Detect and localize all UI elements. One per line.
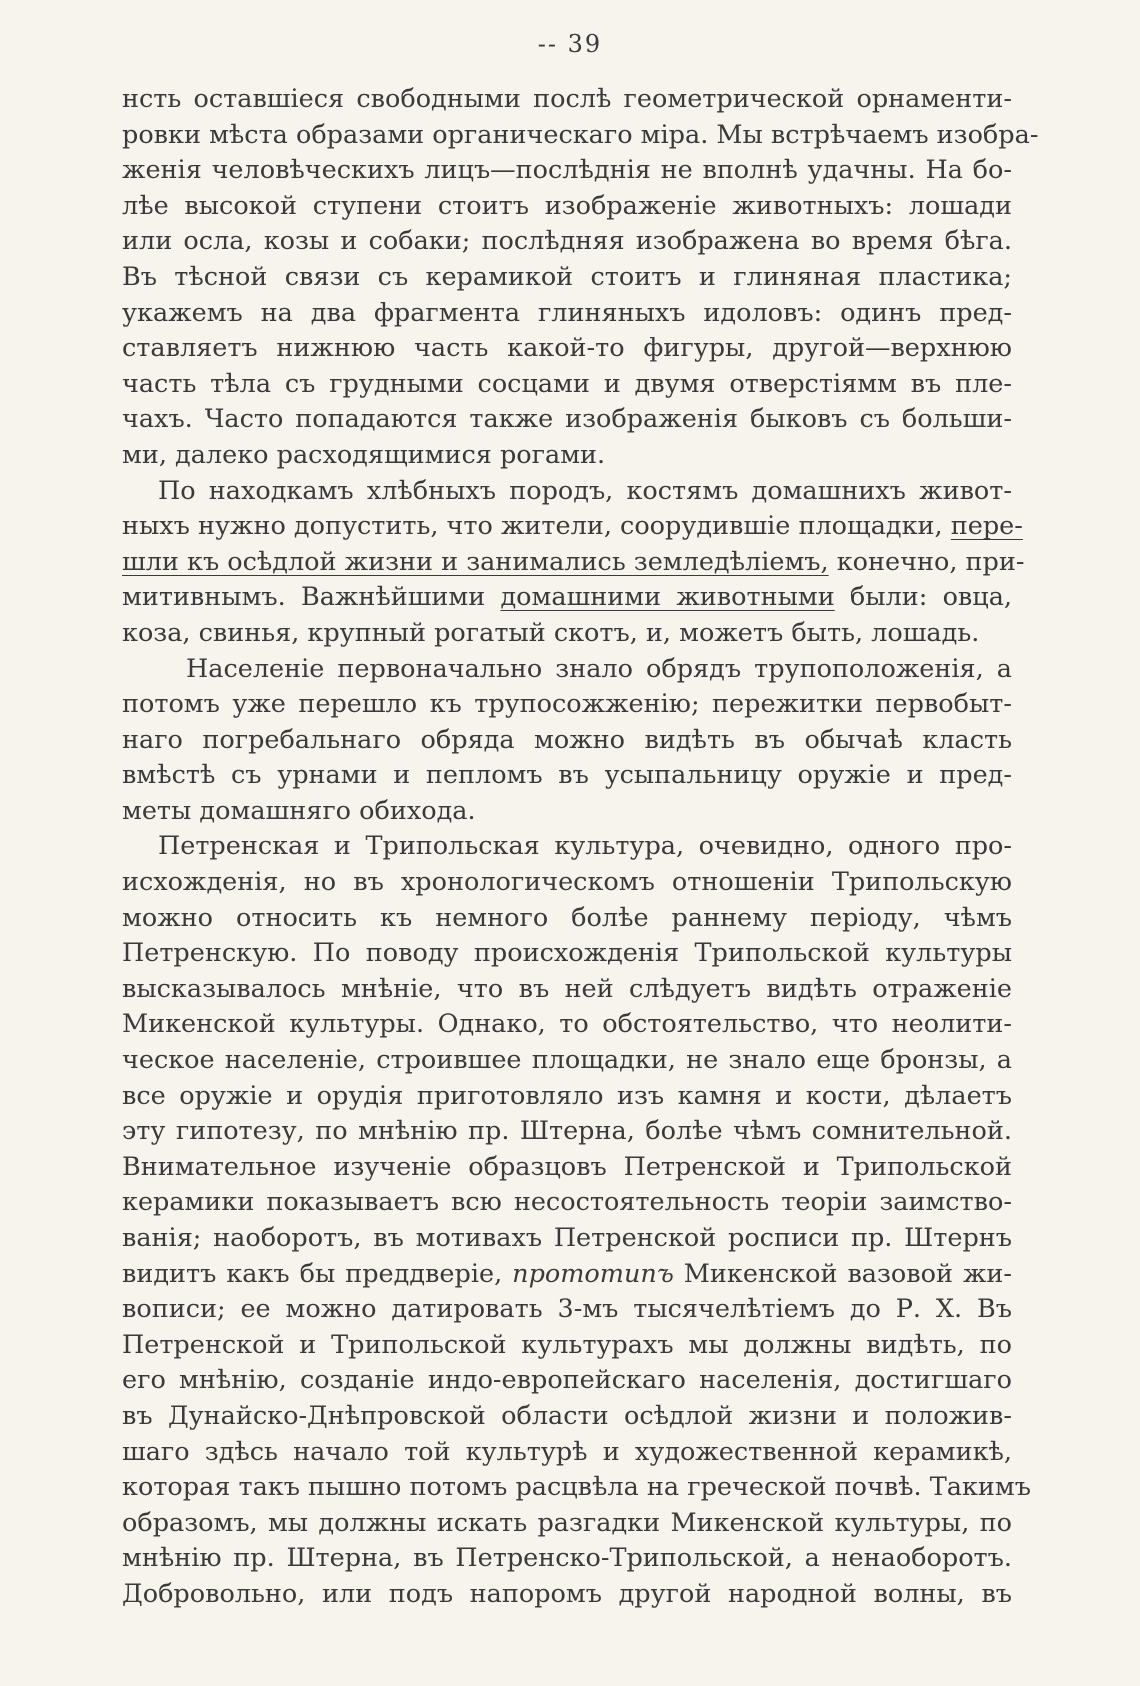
paragraph-4 [122,829,1031,1612]
text-line: ванія; наоборотъ, въ мотивахъ Петренской росписи пр. Штернъ [122,1223,1012,1253]
text-line: ровки мѣста образами органическаго міра. Мы встрѣчаемъ изобра- [122,119,1039,150]
paragraph-1 [122,82,1039,474]
text-line: мнѣнію пр. Штерна, въ Петренско-Трипольской, а ненаоборотъ. [122,1543,1012,1574]
text-line: ставляетъ нижнюю часть какой-то фигуры, другой—верхнюю [122,333,1012,364]
text-line: часть тѣла съ грудными сосцами и двумя отверстіямм въ пле- [122,368,1012,399]
text-line: его мнѣнію, созданіе индо-европейскаго населенія, достигшаго [122,1365,1012,1396]
underlined-text: шли къ осѣдлой жизни и занимались земледѣліемъ, [122,546,829,577]
text-line: Петренской и Трипольской культурахъ мы должны видѣть, по [122,1329,1012,1360]
text-line: По находкамъ хлѣбныхъ породъ, костямъ домашнихъ живот- [158,475,1012,506]
text-line: чахъ. Часто попадаются также изображенія быковъ съ больши- [122,404,1012,435]
text-line: ческое населеніе, строившее площадки, не знало еще бронзы, а [122,1045,1012,1076]
text-line: керамики показываетъ всю несостоятельность теоріи заимство- [122,1187,1012,1218]
text-line: Населеніе первоначально знало обрядъ трупоположенія, а [186,653,1012,684]
text-segment: были: овца, [834,582,1012,613]
text-segment: конечно, при- [828,546,1025,577]
text-line: въ Дунайско-Днѣпровской области осѣдлой жизни и положив- [122,1400,1012,1431]
text-line: можно относить къ немного болѣе раннему періоду, чѣмъ [122,902,1012,933]
text-line: потомъ уже перешло къ трупосожженію; пережитки первобыт- [122,689,1012,720]
text-line: или осла, козы и собаки; послѣдняя изображена во время бѣга. [122,226,1012,257]
text-line: меты домашняго обихода. [122,795,476,826]
page-number: -- 39 [537,30,603,58]
paragraph-2 [122,474,1025,652]
text-line: вописи; ее можно датировать 3-мъ тысячелѣтіемъ до Р. Х. Въ [122,1294,1012,1325]
text-line: Петренскую. По поводу происхожденія Трипольской культуры [122,938,1012,969]
text-line: Добровольно, или подъ напоромъ другой народной волны, въ [122,1578,1012,1609]
text-line: Въ тѣсной связи съ керамикой стоитъ и глиняная пластика; [122,261,1012,292]
text-line: наго погребальнаго обряда можно видѣть въ обычаѣ класть [122,724,1012,755]
text-line: образомъ, мы должны искать разгадки Микенской культуры, по [122,1507,1012,1538]
text-line [122,580,1012,616]
text-line: лѣе высокой ступени стоитъ изображеніе животныхъ: лошади [122,190,1012,221]
page-text [122,82,1039,1613]
underlined-text: домашними животными [500,582,835,613]
text-line: эту гипотезу, по мнѣнію пр. Штерна, болѣе чѣмъ сомнительной. [122,1116,1012,1147]
text-line: ми, далеко расходящимися рогами. [122,439,606,470]
text-segment: митивнымъ. Важнѣйшими [122,582,501,613]
text-line: укажемъ на два фрагмента глиняныхъ идоловъ: одинъ пред- [122,297,1012,328]
text-line [122,1257,1012,1293]
text-line [122,509,1023,545]
text-segment: ныхъ нужно допустить, что жители, соорудившіе площадки, [122,511,951,542]
text-line: которая такъ пышно потомъ расцвѣла на греческой почвѣ. Такимъ [122,1472,1031,1503]
text-line: исхожденія, но въ хронологическомъ отношеніи Трипольскую [122,867,1012,898]
text-line: все оружіе и орудія приготовляло изъ камня и кости, дѣлаетъ [122,1080,1012,1111]
text-segment: Микенской вазовой жи- [673,1258,1013,1289]
text-line [122,545,1025,581]
text-line: нсть оставшіеся свободными послѣ геометрической орнаменти- [122,84,1012,114]
italic-text: прототипъ [512,1258,674,1289]
text-segment: видитъ какъ бы преддверіе, [122,1258,513,1289]
text-line: высказывалось мнѣніе, что въ ней слѣдуетъ видѣть отраженіе [122,973,1012,1004]
text-line: коза, свинья, крупный рогатый скотъ, и, можетъ быть, лошадь. [122,617,980,648]
text-line: Петренская и Трипольская культура, очевидно, одного про- [158,831,1012,862]
text-line: шаго здѣсь начало той культурѣ и художественной керамикѣ, [122,1436,1012,1467]
paragraph-3 [122,652,1012,830]
underlined-text: пере- [950,511,1023,542]
text-line: женія человѣческихъ лицъ—послѣднія не вполнѣ удачны. На бо- [122,155,1012,186]
text-line: Внимательное изученіе образцовъ Петренской и Трипольской [122,1151,1012,1182]
text-line: Микенской культуры. Однако, то обстоятельство, что неолити- [122,1009,1012,1040]
text-line: вмѣстѣ съ урнами и пепломъ въ усыпальницу оружіе и пред- [122,760,1012,791]
